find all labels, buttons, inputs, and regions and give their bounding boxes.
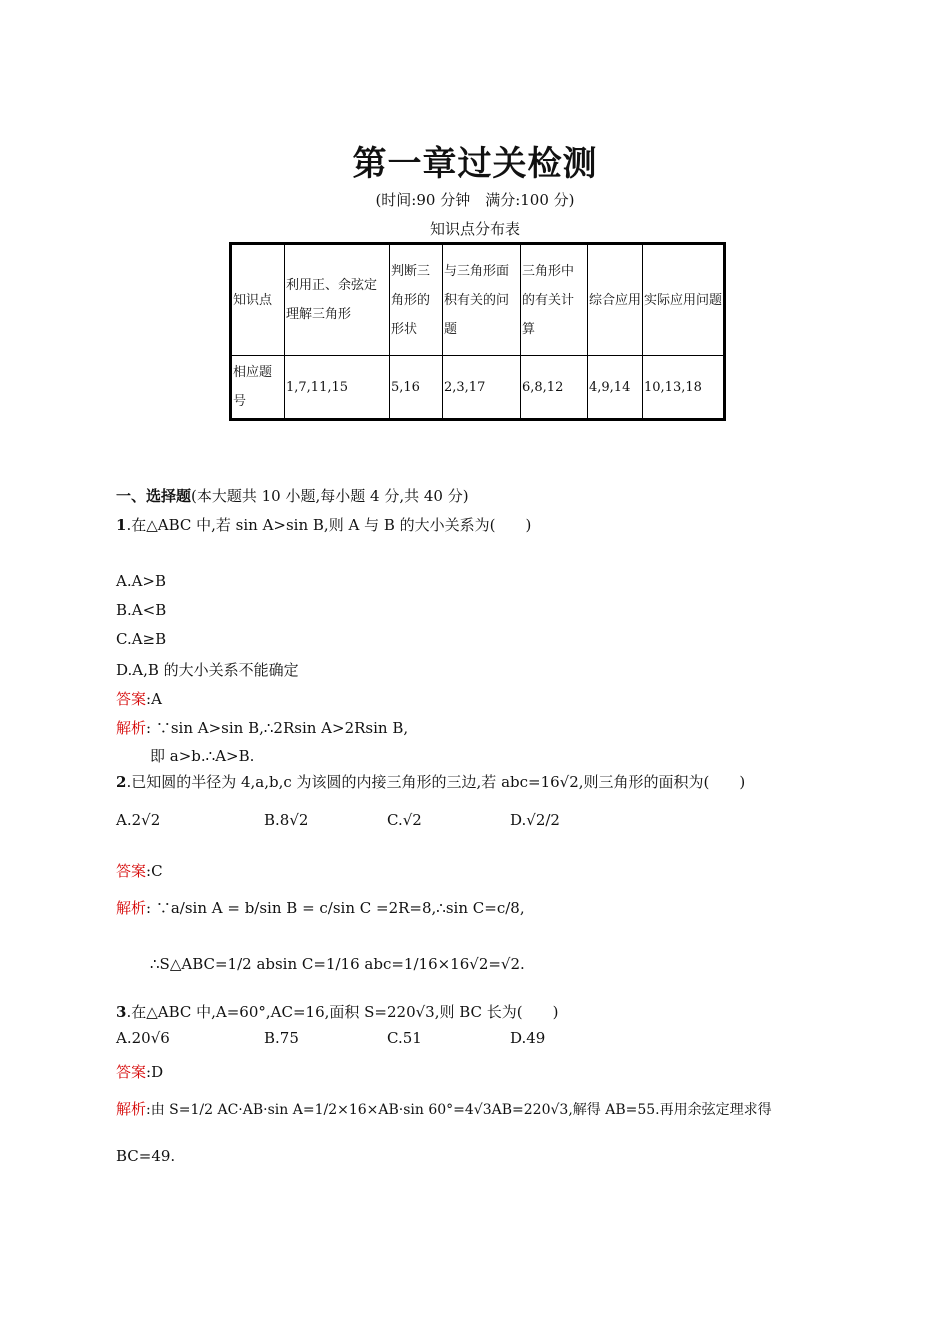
- table-cell: 5,16: [390, 356, 443, 420]
- option-a: A.2√2: [116, 811, 161, 829]
- table-cell: 2,3,17: [443, 356, 521, 420]
- analysis-text: : ∵sin A>sin B,∴2Rsin A>2Rsin B,: [146, 719, 409, 737]
- table-cell: 与三角形面积有关的问题: [443, 244, 521, 356]
- answer-line: [116, 688, 162, 709]
- analysis-line: [116, 897, 525, 918]
- question-2-stem: [116, 771, 745, 792]
- analysis-continuation: 即 a>b.∴A>B.: [150, 747, 255, 765]
- option-d: D.A,B 的大小关系不能确定: [116, 661, 299, 679]
- analysis-label: 解析: [116, 1100, 147, 1118]
- analysis-line: [116, 1098, 772, 1119]
- table-cell: 综合应用: [588, 244, 643, 356]
- option-b: B.75: [264, 1029, 299, 1047]
- answer-label: 答案: [116, 690, 147, 708]
- analysis-text: :由 S=1/2 AC·AB·sin A=1/2×16×AB·sin 60°=4√3AB=220√3,解得 AB=55.再用余弦定理求得: [146, 1102, 772, 1118]
- option-c: C.A≥B: [116, 630, 167, 648]
- table-cell: 判断三角形的形状: [390, 244, 443, 356]
- page-title: 第一章过关检测: [352, 144, 598, 184]
- row-header: 知识点: [231, 244, 285, 356]
- table-cell: 4,9,14: [588, 356, 643, 420]
- answer-line: [116, 860, 163, 881]
- question-number: 1: [116, 516, 127, 534]
- analysis-continuation: ∴S△ABC=1/2 absin C=1/16 abc=1/16×16√2=√2.: [150, 955, 525, 973]
- table-cell: 1,7,11,15: [285, 356, 390, 420]
- section-note: (本大题共 10 小题,每小题 4 分,共 40 分): [191, 487, 469, 505]
- analysis-label: 解析: [116, 719, 147, 737]
- knowledge-table: [229, 242, 726, 421]
- question-number: 2: [116, 773, 127, 791]
- answer-value: :A: [146, 690, 162, 708]
- option-a: A.20√6: [116, 1029, 170, 1047]
- answer-line: [116, 1061, 163, 1082]
- table-cell: 6,8,12: [521, 356, 588, 420]
- option-d: D.49: [510, 1029, 546, 1047]
- row-header: 相应题号: [231, 356, 285, 420]
- exam-info: (时间:90 分钟 满分:100 分): [375, 191, 575, 209]
- option-b: B.A<B: [116, 601, 167, 619]
- question-text: .在△ABC 中,A=60°,AC=16,面积 S=220√3,则 BC 长为( ): [126, 1003, 559, 1021]
- question-3-stem: [116, 1001, 559, 1022]
- option-a: A.A>B: [116, 572, 167, 590]
- question-1-stem: [116, 514, 531, 535]
- option-c: C.√2: [387, 811, 422, 829]
- table-cell: 三角形中的有关计算: [521, 244, 588, 356]
- option-c: C.51: [387, 1029, 422, 1047]
- section-heading: [116, 485, 469, 506]
- table-cell: 实际应用问题: [643, 244, 725, 356]
- question-number: 3: [116, 1003, 127, 1021]
- table-cell: 利用正、余弦定理解三角形: [285, 244, 390, 356]
- answer-label: 答案: [116, 862, 147, 880]
- table-row: [231, 356, 725, 420]
- question-text: .已知圆的半径为 4,a,b,c 为该圆的内接三角形的三边,若 abc=16√2,则三角形的面积为( ): [126, 773, 746, 791]
- analysis-line: [116, 717, 408, 738]
- answer-value: :C: [146, 862, 163, 880]
- section-title: 一、选择题: [116, 487, 192, 505]
- question-text: .在△ABC 中,若 sin A>sin B,则 A 与 B 的大小关系为( ): [126, 516, 532, 534]
- analysis-text: : ∵a/sin A = b/sin B = c/sin C =2R=8,∴sin C=c/8,: [146, 899, 525, 917]
- answer-value: :D: [146, 1063, 164, 1081]
- table-title: 知识点分布表: [429, 220, 520, 238]
- analysis-continuation: BC=49.: [116, 1147, 176, 1165]
- option-d: D.√2/2: [510, 811, 560, 829]
- table-row: [231, 244, 725, 356]
- analysis-label: 解析: [116, 899, 147, 917]
- table-cell: 10,13,18: [643, 356, 725, 420]
- answer-label: 答案: [116, 1063, 147, 1081]
- option-b: B.8√2: [264, 811, 309, 829]
